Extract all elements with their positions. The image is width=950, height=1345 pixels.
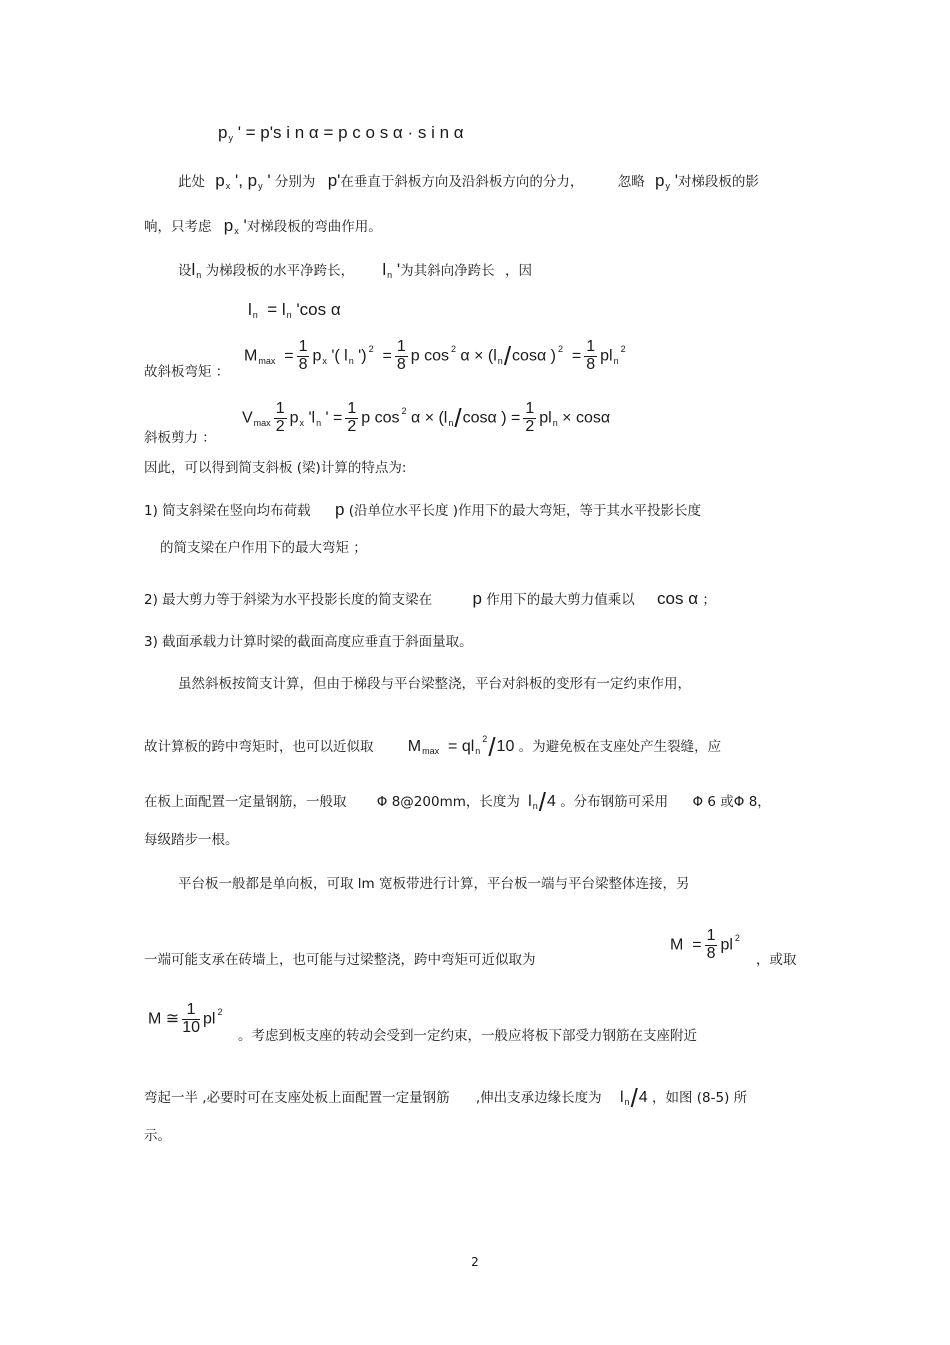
- label-moment: 故斜板弯矩 ：: [144, 364, 230, 380]
- text-line: 弯起一半 ,必要时可在支座处板上面配置一定量钢筋 ,伸出支承边缘长度为 $l_n/4$ ，如图 (8-5) 所: [144, 1083, 748, 1113]
- text-line: ，或取: [756, 952, 797, 968]
- list-item-1: 1) 简支斜梁在竖向均布荷载 p (沿单位水平长度 )作用下的最大弯矩，等于其水平投影长度: [144, 500, 702, 519]
- text-line: 平台板一般都是单向板，可取 lm 宽板带进行计算，平台板一端与平台梁整体连接，另: [178, 876, 690, 892]
- text-line: 示。: [144, 1128, 171, 1144]
- text-line: 每级踏步一根。: [144, 832, 239, 848]
- text-line: 虽然斜板按简支计算，但由于梯段与平台梁整浇，平台对斜板的变形有一定约束作用，: [178, 676, 691, 692]
- list-item-1-cont: 的简支梁在户作用下的最大弯矩 ；: [160, 540, 367, 556]
- list-item-2: 2) 最大剪力等于斜梁为水平投影长度的简支梁在 p 作用下的最大剪力值乘以 cos α ；: [144, 589, 716, 608]
- equation-m-1-10: M ≅ $\frac{1}{10}$ pl $^2$: [148, 1001, 223, 1036]
- text-line: 此处 $p_x$ ', $p_y$ ' 分别为 p'在垂直于斜板方向及沿斜板方向的分力， 忽略 $p_y$ '对梯段板的影: [178, 171, 759, 191]
- equation-py: $p_y$ ' = p's i n α = p c o s α · s i n α: [218, 123, 464, 143]
- text-line: 在板上面配置一定量钢筋，一般取 Φ 8@200mm，长度为 $l_n/4$ 。分布钢筋可采用 Φ 6 或Φ 8，: [144, 787, 771, 817]
- list-item-3: 3) 截面承载力计算时梁的截面高度应垂直于斜面量取。: [144, 634, 473, 650]
- text-line: 响，只考虑 $p_x$ '对梯段板的弯曲作用。: [144, 216, 382, 236]
- page-number: 2: [471, 1255, 479, 1269]
- equation-shear: $V_{max}$ $\frac{1}{2}$ $p_x$ '$l_n$ ' = $\frac{1}{2}$ p cos $^2$ $\alpha \times (l_n$/cosα ) = $\frac{1}{2}$ $pl_n \times \cos\alpha$: [242, 400, 611, 435]
- text-line: 一端可能支承在砖墙上，也可能与过梁整浇，跨中弯矩可近似取为: [144, 952, 536, 968]
- text-line: 故计算板的跨中弯矩时，也可以近似取 $M_{max} = ql_n^2/10$ 。为避免板在支座处产生裂缝，应: [144, 732, 722, 762]
- text-line: 因此，可以得到简支斜板 (梁)计算的特点为:: [144, 460, 407, 476]
- equation-ln: $l_n = l_n$ 'cos α: [248, 300, 341, 320]
- text-line: 。考虑到板支座的转动会受到一定约束，一般应将板下部受力钢筋在支座附近: [238, 1028, 697, 1044]
- equation-m-1-8: M = $\frac{1}{8}$ pl $^2$: [670, 927, 740, 962]
- label-shear: 斜板剪力 ：: [144, 430, 216, 446]
- text-line: 设$l_n$ 为梯段板的水平净跨长， $l_n$ '为其斜向净跨长 ，因: [178, 260, 532, 280]
- equation-moment: $M_{max}$ = $\frac{1}{8}$ $p_x$ '( $l_n$ ') $^2$ = $\frac{1}{8}$ p cos $^2$ $\alpha \times (l_n$/cosα ) $^2$ = $\frac{1}{8}$ $pl_n^2$: [244, 338, 626, 373]
